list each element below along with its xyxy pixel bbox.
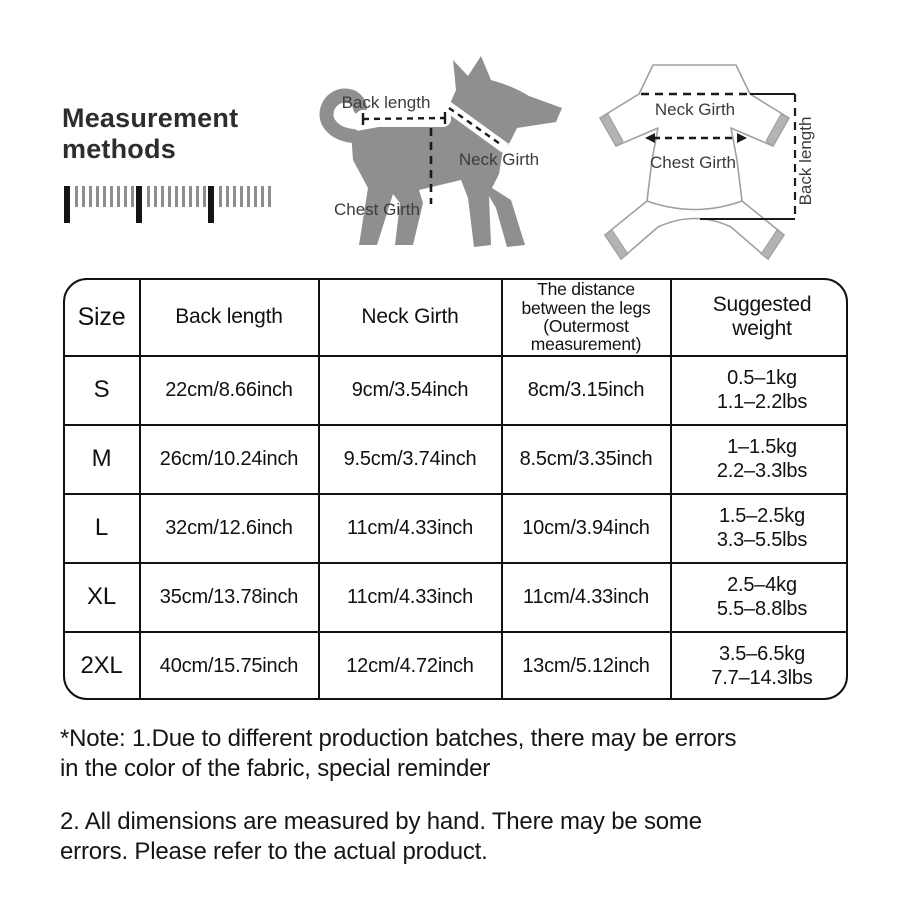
- table-row-s: [64, 356, 849, 425]
- neck-girth-cell: 11cm/4.33inch: [319, 494, 502, 563]
- garment-neck-girth-label: Neck Girth: [654, 100, 736, 119]
- note-2-line-2: errors. Please refer to the actual product.: [60, 838, 488, 866]
- col-header-leg-distance: [502, 279, 671, 356]
- size-cell: M: [64, 425, 140, 494]
- weight-header-line1: Suggested: [712, 292, 812, 316]
- weight-cell: [671, 632, 849, 701]
- weight-cell: [671, 425, 849, 494]
- weight-lbs: 5.5–8.8lbs: [716, 598, 808, 620]
- note-2-line-1: 2. All dimensions are measured by hand. There may be some: [60, 807, 702, 835]
- weight-kg: 2.5–4kg: [727, 574, 797, 596]
- size-cell: 2XL: [64, 632, 140, 701]
- leg-distance-cell: 11cm/4.33inch: [502, 563, 671, 632]
- neck-girth-cell: 12cm/4.72inch: [319, 632, 502, 701]
- weight-lbs: 2.2–3.3lbs: [716, 460, 808, 482]
- weight-kg: 1–1.5kg: [727, 436, 797, 458]
- weight-lbs: 3.3–5.5lbs: [716, 529, 808, 551]
- page-title: Measurement methods: [62, 103, 239, 165]
- dog-back-length-label: Back length: [341, 93, 431, 112]
- neck-girth-cell: 9.5cm/3.74inch: [319, 425, 502, 494]
- weight-kg: 0.5–1kg: [727, 367, 797, 389]
- note-1: [60, 724, 880, 785]
- back-length-cell: 26cm/10.24inch: [140, 425, 319, 494]
- leg-distance-line1: The distance: [537, 279, 635, 300]
- weight-cell: [671, 356, 849, 425]
- note-2: [60, 807, 880, 868]
- ruler-major-tick: [208, 186, 214, 223]
- size-table: [63, 278, 848, 700]
- dog-chest-girth-label: Chest Girth: [334, 200, 420, 219]
- note-1-line-2: in the color of the fabric, special reminder: [60, 755, 491, 783]
- back-length-cell: 32cm/12.6inch: [140, 494, 319, 563]
- weight-header-line2: weight: [732, 317, 792, 340]
- ruler-minor-ticks: [215, 186, 273, 207]
- col-header-suggested-weight: [671, 279, 849, 356]
- weight-lbs: 1.1–2.2lbs: [716, 391, 808, 413]
- leg-distance-line4: measurement): [530, 334, 642, 355]
- neck-girth-cell: 11cm/4.33inch: [319, 563, 502, 632]
- col-header-back-length: Back length: [140, 279, 319, 356]
- back-length-cell: 40cm/15.75inch: [140, 632, 319, 701]
- ruler-icon: [64, 186, 274, 223]
- leg-distance-cell: 10cm/3.94inch: [502, 494, 671, 563]
- note-1-line-1: *Note: 1.Due to different production batches, there may be errors: [60, 725, 737, 752]
- leg-distance-cell: 13cm/5.12inch: [502, 632, 671, 701]
- dog-neck-girth-label: Neck Girth: [458, 150, 540, 169]
- leg-distance-cell: 8.5cm/3.35inch: [502, 425, 671, 494]
- col-header-size: Size: [64, 279, 140, 356]
- back-length-cell: 35cm/13.78inch: [140, 563, 319, 632]
- ruler-minor-ticks: [143, 186, 207, 207]
- leg-distance-line3: (Outermost: [543, 316, 629, 336]
- ruler-major-tick: [64, 186, 70, 223]
- size-cell: S: [64, 356, 140, 425]
- table-row-xl: [64, 563, 849, 632]
- weight-kg: 3.5–6.5kg: [718, 643, 806, 665]
- weight-cell: [671, 494, 849, 563]
- size-cell: L: [64, 494, 140, 563]
- back-length-cell: 22cm/8.66inch: [140, 356, 319, 425]
- garment-measurement-diagram: [595, 48, 867, 264]
- weight-kg: 1.5–2.5kg: [718, 505, 806, 527]
- ruler-major-tick: [136, 186, 142, 223]
- back-length-channel: [355, 110, 451, 127]
- leg-distance-line2: between the legs: [521, 297, 651, 318]
- ruler-minor-ticks: [71, 186, 135, 207]
- col-header-neck-girth: Neck Girth: [319, 279, 502, 356]
- size-table-container: [63, 278, 848, 700]
- neck-girth-cell: 9cm/3.54inch: [319, 356, 502, 425]
- weight-lbs: 7.7–14.3lbs: [711, 667, 813, 689]
- table-header-row: [64, 279, 849, 356]
- garment-back-length-label: Back length: [796, 116, 815, 206]
- garment-chest-girth-label: Chest Girth: [650, 153, 736, 172]
- weight-cell: [671, 563, 849, 632]
- dog-measurement-diagram: [313, 48, 575, 262]
- leg-distance-cell: 8cm/3.15inch: [502, 356, 671, 425]
- table-row-l: [64, 494, 849, 563]
- size-cell: XL: [64, 563, 140, 632]
- table-row-2xl: [64, 632, 849, 701]
- notes-section: [60, 724, 880, 890]
- table-row-m: [64, 425, 849, 494]
